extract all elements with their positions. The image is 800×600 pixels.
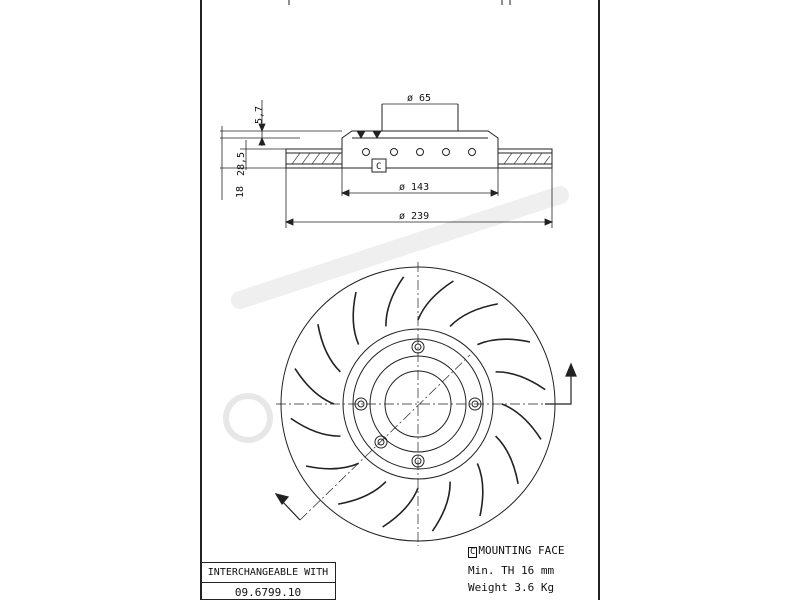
- disc-groove: [477, 339, 530, 344]
- total-height-label: 28,5: [236, 151, 247, 176]
- min-th-label: Min. TH: [468, 564, 515, 577]
- disc-groove: [338, 482, 386, 505]
- thickness-label: 18: [235, 185, 246, 198]
- hat-height-label: 5,7: [254, 105, 265, 124]
- weight-note: [468, 581, 554, 594]
- disc-groove: [496, 436, 518, 484]
- min-th-unit: mm: [540, 564, 555, 577]
- brand-watermark: [226, 195, 560, 440]
- outer-diameter-label: ø 239: [399, 211, 430, 222]
- disc-groove: [432, 482, 450, 532]
- disc-groove: [418, 281, 453, 320]
- disc-groove: [291, 418, 341, 436]
- interchangeable-header: INTERCHANGEABLE WITH: [207, 567, 329, 578]
- disc-groove: [496, 372, 546, 390]
- disc-groove: [318, 324, 341, 372]
- disc-groove: [295, 369, 334, 404]
- disc-groove: [450, 304, 498, 327]
- mounting-face-marker-box: C: [470, 547, 476, 557]
- disc-grooves: [291, 277, 545, 531]
- rotation-arrows: [276, 364, 576, 520]
- min-thickness-note: [468, 564, 554, 577]
- disc-groove: [386, 277, 404, 327]
- disc-groove: [502, 404, 541, 439]
- weight-unit: Kg: [540, 581, 555, 594]
- weight-label: Weight: [468, 581, 508, 594]
- centre-lines: [276, 262, 560, 546]
- mounting-face-text: MOUNTING FACE: [478, 544, 565, 557]
- interchangeable-part-number: 09.6799.10: [234, 586, 302, 599]
- hub-diameter-label: ø 65: [407, 93, 432, 104]
- min-th-value: 16: [520, 564, 535, 577]
- weight-value: 3.6: [514, 581, 535, 594]
- top-ticks: [289, 0, 510, 5]
- mounting-face-marker: [372, 159, 386, 172]
- disc-groove: [353, 292, 358, 345]
- section-bolt-holes: [363, 149, 476, 156]
- mounting-face-note: [468, 544, 565, 558]
- interchangeable-box: [200, 562, 336, 600]
- disc-groove: [306, 463, 359, 468]
- disc-groove: [383, 488, 418, 527]
- inner-diameter-label: ø 143: [399, 182, 430, 193]
- mounting-marker-label: C: [376, 162, 382, 172]
- disc-groove: [477, 463, 482, 516]
- interchangeable-divider: [201, 582, 335, 583]
- section-hatch: [292, 153, 550, 164]
